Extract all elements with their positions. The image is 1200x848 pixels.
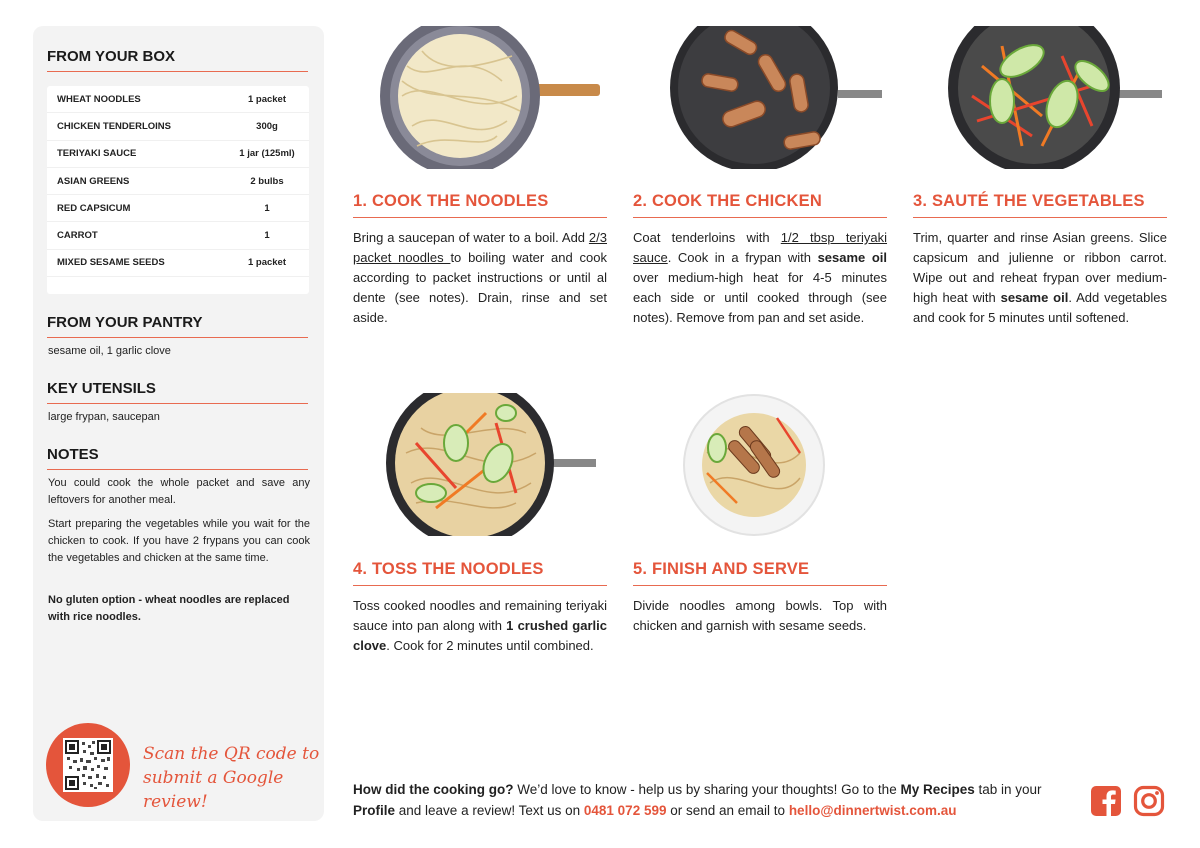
utensils-text: large frypan, saucepan [48, 411, 160, 423]
footer-email-link[interactable]: hello@dinnertwist.com.au [788, 803, 957, 818]
utensils-heading: KEY UTENSILS [47, 380, 308, 404]
step-5-text: Divide noodles among bowls. Top with chicken and garnish with sesame seeds. [633, 598, 887, 633]
note-3: No gluten option - wheat noodles are replaced with rice noodles. [48, 594, 290, 623]
qr-badge[interactable] [46, 723, 130, 807]
step-2-image [662, 26, 892, 169]
step-4-text-b: . Cook for 2 minutes until combined. [386, 638, 594, 653]
step-1-image [372, 26, 602, 169]
instagram-icon[interactable] [1133, 785, 1165, 822]
ingredient-qty: 1 [264, 202, 270, 214]
step-2-text [633, 228, 887, 328]
ingredient-name: CARROT [57, 230, 98, 242]
ingredient-name: MIXED SESAME SEEDS [57, 257, 165, 269]
footer-phone-link[interactable]: 0481 072 599 [583, 803, 667, 818]
step-2-text-a: Coat tenderloins with [633, 230, 781, 245]
step-3-text [913, 228, 1167, 328]
qr-caption [143, 742, 323, 814]
ingredient-name: RED CAPSICUM [57, 202, 131, 214]
facebook-icon[interactable] [1090, 785, 1122, 822]
pantry-text: sesame oil, 1 garlic clove [48, 345, 171, 357]
ingredient-qty: 1 packet [247, 257, 287, 269]
qr-caption-line-1: Scan the QR code to [143, 744, 320, 764]
step-4-text [353, 596, 607, 656]
ingredient-qty: 1 packet [247, 93, 287, 105]
table-row [47, 168, 309, 195]
ingredient-qty: 1 jar (125ml) [239, 148, 295, 160]
table-row [47, 250, 309, 277]
step-5-image [682, 393, 828, 536]
step-4-image [386, 393, 602, 536]
table-row [47, 222, 309, 249]
footer-text-4: or send an email to [666, 803, 789, 818]
step-3-bold: sesame oil [1000, 290, 1069, 305]
note-2: Start preparing the vegetables while you wait for the chicken to cook. If you have 2 frypans you can cook the vegetables and chicken at the same time. [48, 518, 310, 564]
qr-code-icon[interactable] [63, 738, 113, 792]
table-row [47, 113, 309, 140]
footer-text-1: We’d love to know - help us by sharing your thoughts! Go to the [513, 782, 901, 797]
note-1: You could cook the whole packet and save any leftovers for another meal. [48, 477, 310, 506]
box-heading: FROM YOUR BOX [47, 48, 308, 72]
footer-text-3: and leave a review! Text us on [395, 803, 584, 818]
step-3-text-b: . Add vegetables and cook for 5 minutes until softened. [913, 290, 1167, 325]
step-1-text-a: Bring a saucepan of water to a boil. Add [353, 230, 589, 245]
step-4-title: 4. TOSS THE NOODLES [353, 560, 607, 586]
step-3-title: 3. SAUTÉ THE VEGETABLES [913, 192, 1167, 218]
footer-profile: Profile [353, 803, 396, 818]
sidebar [33, 26, 324, 821]
ingredient-name: WHEAT NOODLES [57, 93, 141, 105]
step-2-bold: sesame oil [817, 250, 887, 265]
step-3-text-a: Trim, quarter and rinse Asian greens. Slice capsicum and julienne or ribbon carrot. Wipe out and reheat frypan over medium-high heat with [913, 230, 1167, 305]
notes-heading: NOTES [47, 446, 308, 470]
step-1-title: 1. COOK THE NOODLES [353, 192, 607, 218]
pantry-heading: FROM YOUR PANTRY [47, 314, 308, 338]
step-1-underline: 2/3 packet noodles [353, 230, 607, 265]
table-row [47, 141, 309, 168]
step-4-bold: 1 crushed garlic clove [353, 618, 607, 653]
ingredient-name: TERIYAKI SAUCE [57, 148, 137, 160]
step-2-underline: 1/2 tbsp teriyaki sauce [633, 230, 888, 265]
step-2-text-b: . Cook in a frypan with [667, 250, 818, 265]
step-1-text-b: to boiling water and cook according to packet instructions or until al dente (see notes). Drain, rinse and set aside. [353, 250, 607, 325]
table-row [47, 195, 309, 222]
step-2-title: 2. COOK THE CHICKEN [633, 192, 887, 218]
step-1-text [353, 228, 607, 328]
footer-my-recipes: My Recipes [900, 782, 975, 797]
ingredient-name: ASIAN GREENS [57, 175, 130, 187]
ingredient-qty: 300g [256, 120, 278, 132]
step-5-title: 5. FINISH AND SERVE [633, 560, 887, 586]
footer-question: How did the cooking go? [353, 782, 514, 797]
ingredient-qty: 2 bulbs [250, 175, 284, 187]
ingredient-qty: 1 [264, 230, 270, 242]
step-2-text-c: over medium-high heat for 4-5 minutes each side or until cooked through (see notes). Remove from pan and set aside. [633, 270, 887, 325]
footer-review-text [353, 779, 1073, 821]
qr-caption-line-2: submit a Google review! [143, 768, 284, 812]
ingredient-name: CHICKEN TENDERLOINS [57, 120, 172, 132]
step-4-text-a: Toss cooked noodles and remaining teriyaki sauce into pan along with [353, 598, 607, 633]
step-3-image [942, 26, 1172, 169]
footer-text-2: tab in your [974, 782, 1042, 797]
table-row [47, 86, 309, 113]
box-ingredients-table [47, 86, 309, 294]
